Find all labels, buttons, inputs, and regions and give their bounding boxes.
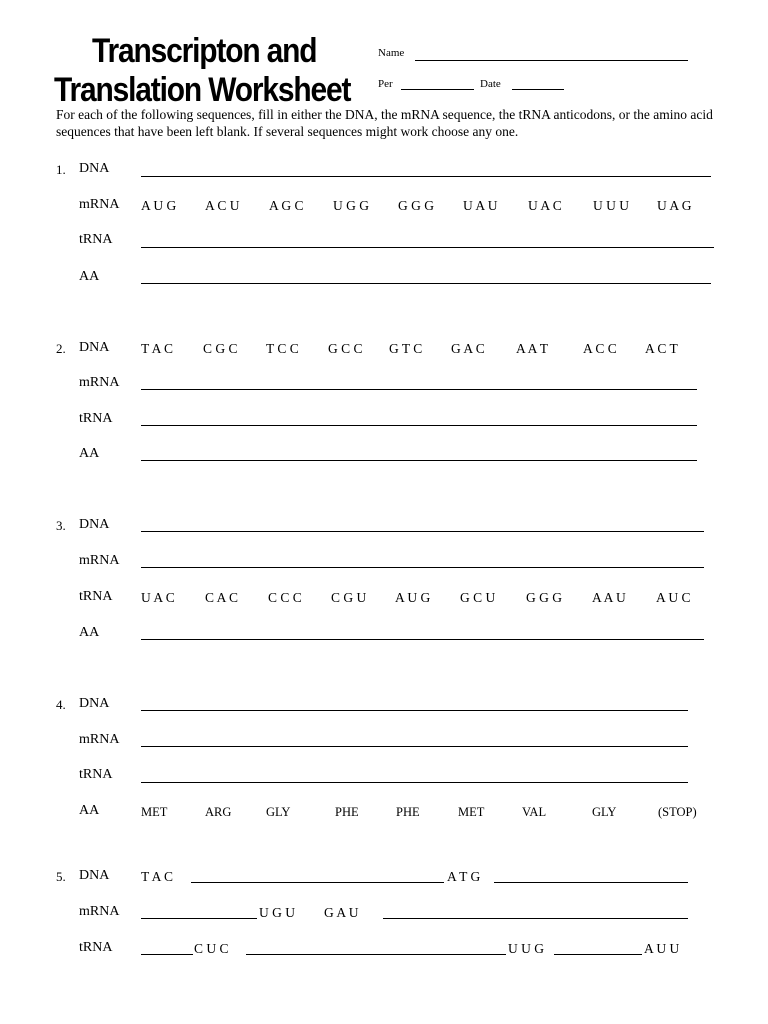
amino-acid: GLY <box>592 805 617 819</box>
mrna-fragment: U G U <box>259 905 295 920</box>
aa-label: AA <box>79 625 100 640</box>
trna-fragment: U U G <box>508 941 544 956</box>
codon: U A U <box>463 198 498 213</box>
worksheet-title-line-1: Transcripton and <box>92 32 317 70</box>
aa-answer-field[interactable] <box>141 460 697 461</box>
dna-fragment: A T G <box>447 869 481 884</box>
dna-answer-field[interactable] <box>141 176 711 177</box>
dna-answer-field[interactable] <box>494 882 688 883</box>
amino-acid: ARG <box>205 805 232 819</box>
worksheet-title-line-2: Translation Worksheet <box>54 71 351 109</box>
codon: U U U <box>593 198 629 213</box>
trna-answer-field[interactable] <box>141 425 697 426</box>
codon: U A G <box>657 198 692 213</box>
codon: G C C <box>328 341 363 356</box>
dna-label: DNA <box>79 696 110 711</box>
mrna-answer-field[interactable] <box>141 389 697 390</box>
mrna-label: mRNA <box>79 553 120 568</box>
problem-number: 5. <box>56 869 66 884</box>
aa-label: AA <box>79 269 100 284</box>
dna-label: DNA <box>79 868 110 883</box>
codon: C A C <box>205 590 239 605</box>
mrna-fragment: G A U <box>324 905 359 920</box>
codon: A A T <box>516 341 549 356</box>
dna-label: DNA <box>79 161 110 176</box>
aa-label: AA <box>79 446 100 461</box>
codon: C G C <box>203 341 238 356</box>
trna-answer-field[interactable] <box>246 954 506 955</box>
codon: A U G <box>141 198 177 213</box>
codon: G A C <box>451 341 485 356</box>
amino-acid: GLY <box>266 805 291 819</box>
codon: C C C <box>268 590 302 605</box>
trna-answer-field[interactable] <box>554 954 642 955</box>
amino-acid: PHE <box>396 805 420 819</box>
period-field[interactable] <box>401 89 474 90</box>
amino-acid: VAL <box>522 805 547 819</box>
problem-number: 1. <box>56 162 66 177</box>
trna-label: tRNA <box>79 767 113 782</box>
mrna-answer-field[interactable] <box>141 567 704 568</box>
codon: A G C <box>269 198 304 213</box>
codon: T C C <box>266 341 299 356</box>
codon: A C U <box>205 198 240 213</box>
trna-answer-field[interactable] <box>141 954 193 955</box>
aa-label: AA <box>79 803 100 818</box>
dna-fragment: T A C <box>141 869 174 884</box>
mrna-label: mRNA <box>79 904 120 919</box>
codon: G C U <box>460 590 496 605</box>
period-label: Per <box>378 78 393 90</box>
mrna-answer-field[interactable] <box>141 746 688 747</box>
codon: A C T <box>645 341 678 356</box>
trna-answer-field[interactable] <box>141 782 688 783</box>
name-field[interactable] <box>415 60 688 61</box>
codon: T A C <box>141 341 174 356</box>
amino-acid: MET <box>458 805 485 819</box>
mrna-answer-field[interactable] <box>141 918 257 919</box>
trna-answer-field[interactable] <box>141 247 714 248</box>
date-label: Date <box>480 78 501 90</box>
amino-acid: PHE <box>335 805 359 819</box>
trna-label: tRNA <box>79 940 113 955</box>
codon: U A C <box>528 198 562 213</box>
mrna-label: mRNA <box>79 375 120 390</box>
codon: G G G <box>398 198 434 213</box>
trna-label: tRNA <box>79 232 113 247</box>
dna-label: DNA <box>79 340 110 355</box>
name-label: Name <box>378 47 405 59</box>
codon: A A U <box>592 590 626 605</box>
codon: G G G <box>526 590 562 605</box>
codon: U A C <box>141 590 175 605</box>
codon: A C C <box>583 341 617 356</box>
mrna-label: mRNA <box>79 732 120 747</box>
dna-answer-field[interactable] <box>191 882 444 883</box>
trna-label: tRNA <box>79 589 113 604</box>
aa-answer-field[interactable] <box>141 283 711 284</box>
codon: U G G <box>333 198 369 213</box>
dna-answer-field[interactable] <box>141 710 688 711</box>
problem-number: 4. <box>56 697 66 712</box>
amino-acid: MET <box>141 805 168 819</box>
codon: C G U <box>331 590 367 605</box>
date-field[interactable] <box>512 89 564 90</box>
mrna-answer-field[interactable] <box>383 918 688 919</box>
dna-label: DNA <box>79 517 110 532</box>
codon: A U G <box>395 590 431 605</box>
instructions-text: For each of the following sequences, fill in either the DNA, the mRNA sequence, the tRNA anticodons, or the amino acid sequences that have been left blank. If several sequences might work choose any one. <box>56 107 713 139</box>
trna-fragment: C U C <box>194 941 229 956</box>
amino-acid: (STOP) <box>658 805 697 819</box>
codon: G T C <box>389 341 423 356</box>
problem-number: 2. <box>56 341 66 356</box>
dna-answer-field[interactable] <box>141 531 704 532</box>
mrna-label: mRNA <box>79 197 120 212</box>
problem-number: 3. <box>56 518 66 533</box>
codon: A U C <box>656 590 691 605</box>
trna-fragment: A U U <box>644 941 680 956</box>
trna-label: tRNA <box>79 411 113 426</box>
aa-answer-field[interactable] <box>141 639 704 640</box>
